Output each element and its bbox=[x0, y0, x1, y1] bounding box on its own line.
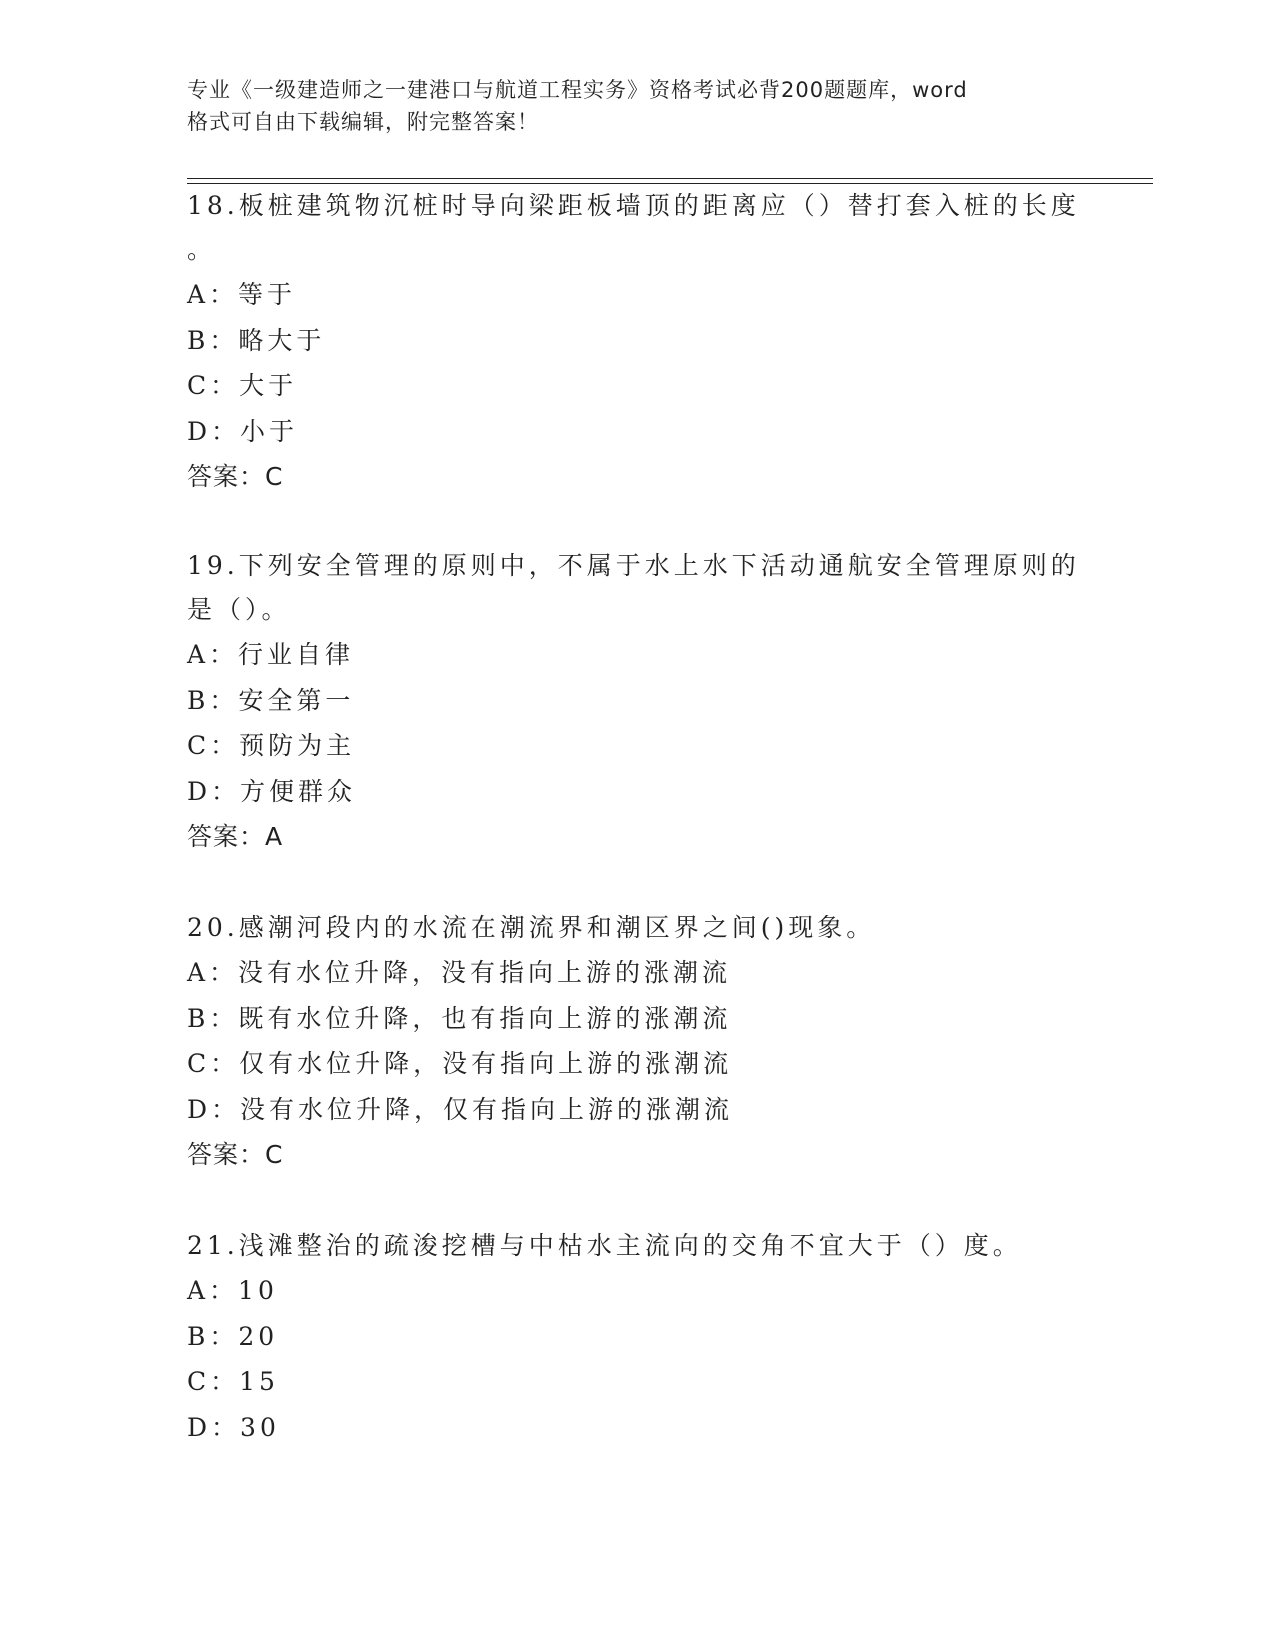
stem-line: 19.下列安全管理的原则中，不属于水上水下活动通航安全管理原则的 bbox=[187, 551, 1080, 580]
option-a: A：等于 bbox=[187, 280, 297, 309]
option-a: A：10 bbox=[187, 1276, 278, 1305]
question-stem bbox=[187, 184, 1087, 272]
option-c: C：仅有水位升降，没有指向上游的涨潮流 bbox=[187, 1049, 733, 1078]
option-c: C：预防为主 bbox=[187, 731, 356, 760]
option-b: B：安全第一 bbox=[187, 685, 355, 715]
stem-line: 21.浅滩整治的疏浚挖槽与中枯水主流向的交角不宜大于（）度。 bbox=[187, 1231, 1022, 1260]
option-c: C：15 bbox=[187, 1367, 279, 1396]
question-stem bbox=[187, 1224, 1087, 1268]
option-b: B：既有水位升降，也有指向上游的涨潮流 bbox=[187, 1003, 732, 1033]
question-stem bbox=[187, 544, 1087, 632]
question-21 bbox=[187, 1224, 1087, 1450]
question-18 bbox=[187, 184, 1087, 500]
document-header bbox=[187, 74, 1067, 138]
option-d: D：方便群众 bbox=[187, 776, 357, 806]
option-b: B：20 bbox=[187, 1321, 279, 1351]
header-line-1: 专业《一级建造师之一建港口与航道工程实务》资格考试必背200题题库，word bbox=[187, 78, 968, 102]
option-a: A：没有水位升降，没有指向上游的涨潮流 bbox=[187, 958, 732, 987]
answer: 答案：C bbox=[187, 1140, 284, 1169]
option-b: B：略大于 bbox=[187, 325, 326, 355]
answer: 答案：C bbox=[187, 462, 284, 491]
option-c: C：大于 bbox=[187, 371, 298, 400]
option-a: A：行业自律 bbox=[187, 640, 355, 669]
stem-line: 。 bbox=[187, 235, 217, 264]
stem-line: 18.板桩建筑物沉桩时导向梁距板墙顶的距离应（）替打套入桩的长度 bbox=[187, 191, 1080, 220]
header-divider-top bbox=[187, 178, 1153, 179]
option-d: D：没有水位升降，仅有指向上游的涨潮流 bbox=[187, 1094, 734, 1124]
option-d: D：小于 bbox=[187, 416, 299, 446]
stem-line: 是（）。 bbox=[187, 595, 291, 624]
question-19 bbox=[187, 544, 1087, 860]
question-20 bbox=[187, 906, 1087, 1178]
stem-line: 20.感潮河段内的水流在潮流界和潮区界之间()现象。 bbox=[187, 913, 876, 942]
question-stem bbox=[187, 906, 1087, 950]
answer: 答案：A bbox=[187, 822, 284, 851]
header-line-2: 格式可自由下载编辑，附完整答案！ bbox=[187, 110, 539, 134]
option-d: D：30 bbox=[187, 1412, 280, 1442]
